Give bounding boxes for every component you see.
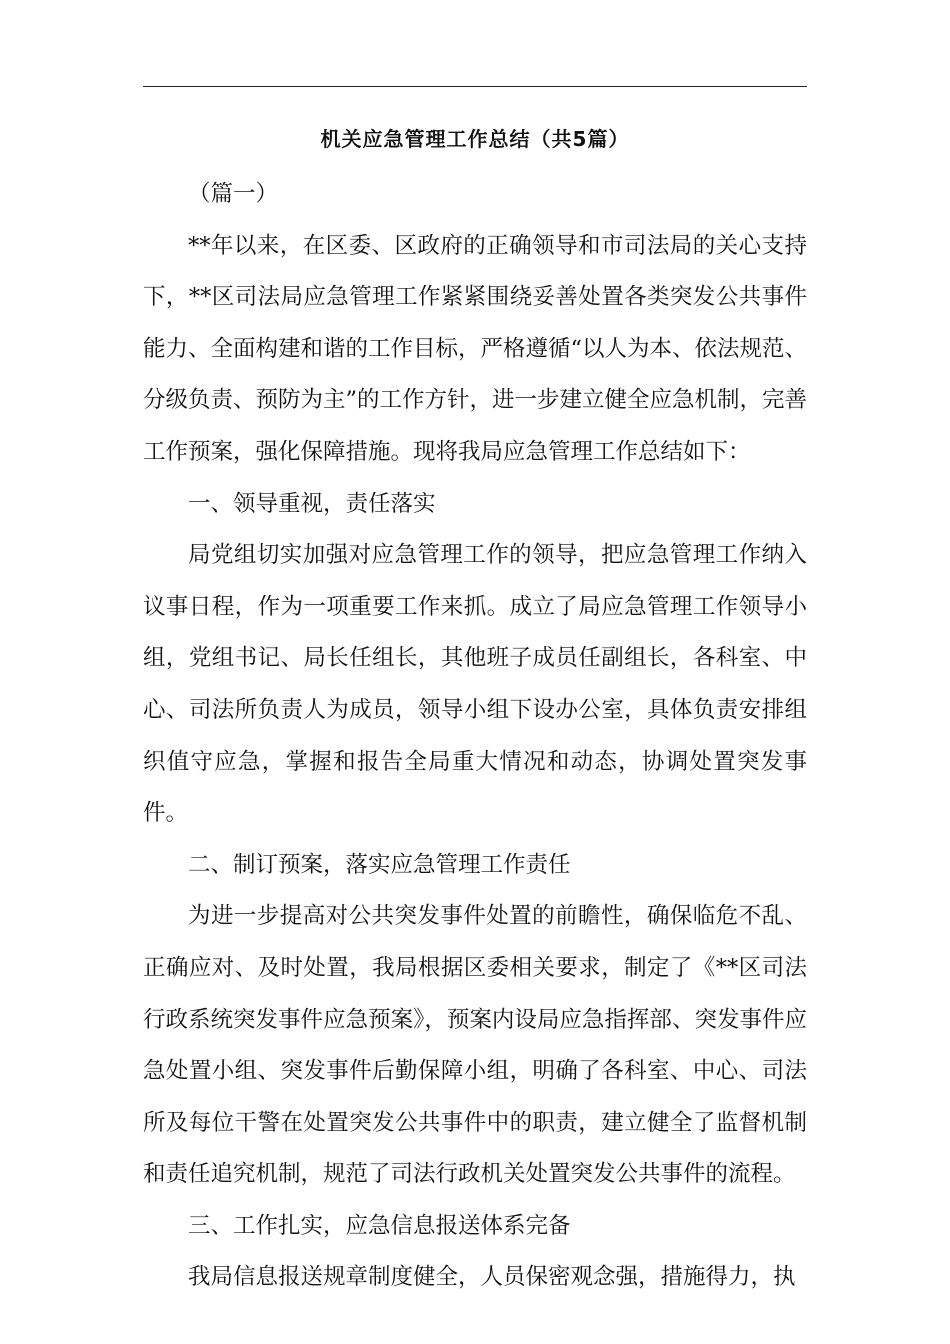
section-heading: 一、领导重视，责任落实 [188, 490, 436, 517]
body-paragraph: 为进一步提高对公共突发事件处置的前瞻性，确保临危不乱、正确应对、及时处置，我局根据区委相关要求，制定了《**区司法行政系统突发事件应急预案》，预案内设局应急指挥部、突发事件应急处置小组、突发事件后勤保障小组，明确了各科室、中心、司法所及每位干警在处置突发公共事件中的职责，建立健全了监督机制和责任追究机制，规范了司法行政机关处置突发公共事件的流程。 [143, 903, 807, 1188]
body-paragraph: **年以来，在区委、区政府的正确领导和市司法局的关心支持下，**区司法局应急管理工作紧紧围绕妥善处置各类突发公共事件能力、全面构建和谐的工作目标，严格遵循“以人为本、依法规范、分级负责、预防为主”的工作方针，进一步建立健全应急机制，完善工作预案，强化保障措施。现将我局应急管理工作总结如下： [143, 232, 808, 465]
section-heading: 三、工作扎实，应急信息报送体系完备 [188, 1212, 571, 1239]
document-title: 机关应急管理工作总结（共5篇） [320, 127, 630, 151]
section-label: （篇一） [188, 181, 279, 207]
header-rule [143, 86, 807, 87]
body-paragraph: 我局信息报送规章制度健全，人员保密观念强，措施得力，执 [188, 1264, 796, 1291]
body-paragraph: 局党组切实加强对应急管理工作的领导，把应急管理工作纳入议事日程，作为一项重要工作来抓。成立了局应急管理工作领导小组，党组书记、局长任组长，其他班子成员任副组长，各科室、中心、司法所负责人为成员，领导小组下设办公室，具体负责安排组织值守应急，掌握和报告全局重大情况和动态，协调处置突发事件。 [143, 542, 807, 827]
section-heading: 二、制订预案，落实应急管理工作责任 [188, 851, 571, 878]
document-body [143, 169, 807, 1304]
